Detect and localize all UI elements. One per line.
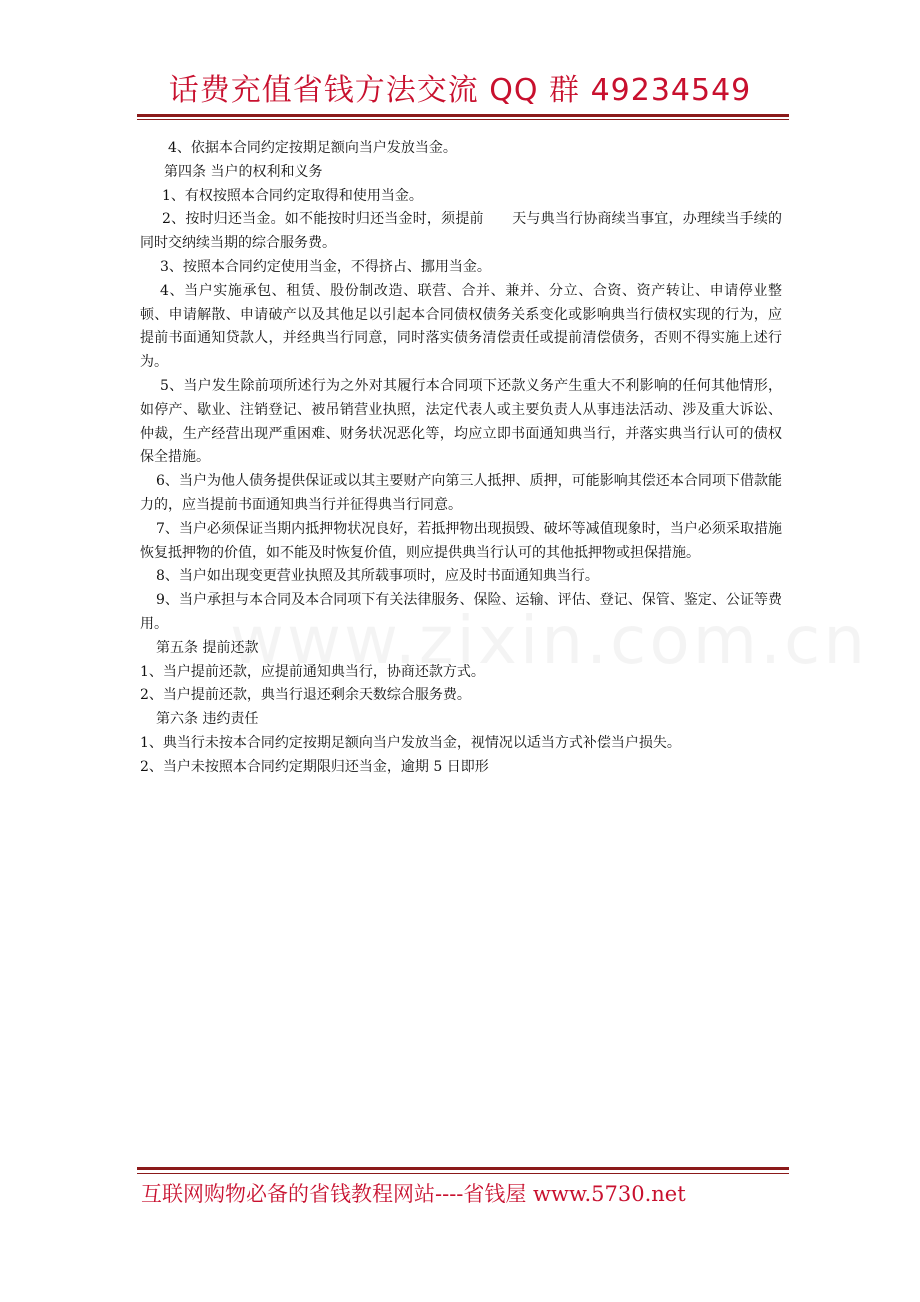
clause-2-early-repayment-refund: 2、当户提前还款，典当行退还剩余天数综合服务费。 bbox=[140, 687, 471, 704]
article-6-heading: 第六条 违约责任 bbox=[156, 711, 259, 728]
clause-1-early-repayment-notice: 1、当户提前还款，应提前通知典当行，协商还款方式。 bbox=[140, 663, 485, 680]
clause-6-guarantees: 6、当户为他人债务提供保证或以其主要财产向第三人抵押、质押，可能影响其偿还本合同项下借款能力的，应当提前书面通知典当行并征得典当行同意。 bbox=[140, 473, 782, 513]
header-title: 话费充值省钱方法交流 QQ 群 49234549 bbox=[168, 73, 752, 108]
clause-3-proper-use: 3、按照本合同约定使用当金，不得挤占、挪用当金。 bbox=[160, 258, 491, 275]
clause-4-issue-loan: 4、依据本合同约定按期足额向当户发放当金。 bbox=[168, 140, 457, 156]
clause-8-license-change: 8、当户如出现变更营业执照及其所载事项时，应及时书面通知典当行。 bbox=[156, 568, 599, 585]
header-rule-thick bbox=[137, 114, 789, 117]
document-body bbox=[140, 137, 782, 780]
article-4-heading: 第四条 当户的权利和义务 bbox=[164, 163, 323, 180]
clause-7-collateral: 7、当户必须保证当期内抵押物状况良好，若抵押物出现损毁、破坏等减值现象时，当户必须采取措施恢复抵押物的价值，如不能及时恢复价值，则应提供典当行认可的其他抵押物或担保措施。 bbox=[140, 520, 782, 561]
clause-5-adverse-events: 5、当户发生除前项所述行为之外对其履行本合同项下还款义务产生重大不利影响的任何其他情形，如停产、歇业、注销登记、被吊销营业执照，法定代表人或主要负责人从事违法活动、涉及重大诉讼、仲裁，生产经营出现严重困难、财务状况恶化等，均应立即书面通知典当行，并落实典当行认可的债权保全措施。 bbox=[140, 377, 782, 466]
clause-2-repay-on-time: 2、按时归还当金。如不能按时归还当金时，须提前 天与典当行协商续当事宜，办理续当手续的同时交纳续当期的综合服务费。 bbox=[140, 211, 782, 252]
footer-rule-thick bbox=[137, 1167, 789, 1170]
clause-9-fees: 9、当户承担与本合同及本合同项下有关法律服务、保险、运输、评估、登记、保管、鉴定、公证等费用。 bbox=[140, 592, 782, 632]
clause-1-lender-breach: 1、典当行未按本合同约定按期足额向当户发放当金，视情况以适当方式补偿当户损失。 bbox=[140, 734, 681, 751]
clause-4-restructuring: 4、当户实施承包、租赁、股份制改造、联营、合并、兼并、分立、合资、资产转让、申请停业整顿、申请解散、申请破产以及其他足以引起本合同债权债务关系变化或影响典当行债权实现的行为，应提前书面通知贷款人，并经典当行同意，同时落实债务清偿责任或提前清偿债务，否则不得实施上述行为。 bbox=[140, 282, 782, 371]
footer-rule-thin bbox=[137, 1173, 789, 1174]
header-rule-thin bbox=[137, 119, 789, 120]
footer-text: 互联网购物必备的省钱教程网站----省钱屋 www.5730.net bbox=[141, 1182, 686, 1206]
article-5-heading: 第五条 提前还款 bbox=[156, 639, 259, 656]
clause-1-use-loan: 1、有权按照本合同约定取得和使用当金。 bbox=[162, 187, 423, 204]
clause-2-borrower-overdue: 2、当户未按照本合同约定期限归还当金，逾期 5 日即形 bbox=[140, 758, 489, 775]
